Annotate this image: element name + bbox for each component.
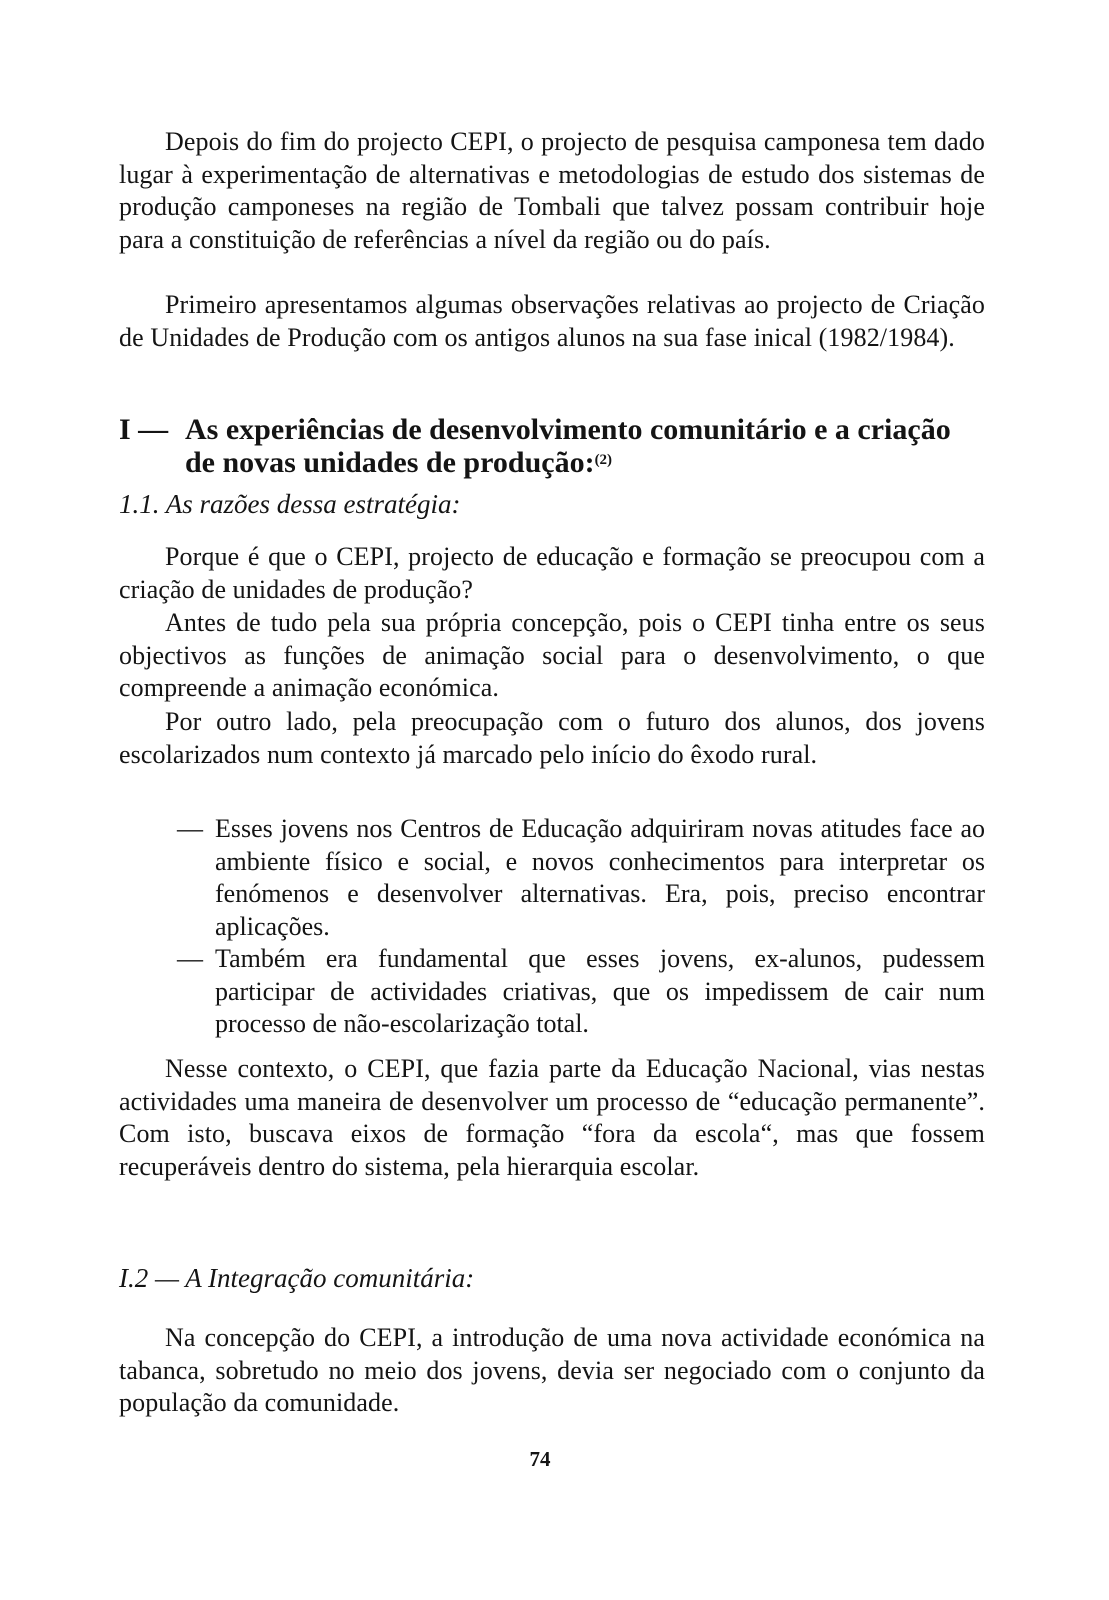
list-item-text: Também era fundamental que esses jovens, ex-alunos, pudessem participar de actividades criativas, que os impedissem de cair num processo de não-escolarização total. [215, 944, 985, 1039]
list-item-text: Esses jovens nos Centros de Educação adquiriram novas atitudes face ao ambiente físico e social, e novos conhecimentos para interpretar os fenómenos e desenvolver alternativas. Era, pois, preciso encontrar aplicações. [215, 814, 985, 941]
question-paragraph: Porque é que o CEPI, projecto de educação e formação se preocupou com a criação de unidades de produção? [119, 542, 985, 604]
list-item [177, 813, 985, 943]
section-title: As experiências de desenvolvimento comunitário e a criação de novas unidades de produção: [185, 413, 951, 479]
footnote-reference: (2) [594, 452, 613, 468]
section-heading [119, 413, 985, 479]
dash-bullet: — [177, 944, 203, 973]
intro-paragraph: Depois do fim do projecto CEPI, o projecto de pesquisa camponesa tem dado lugar à experimentação de alternativas e metodologias de estudo dos sistemas de produção camponeses na região de Tombali que talvez possam contribuir hoje para a constituição de referências a nível da região ou do país. [119, 127, 985, 254]
section-title-wrap [185, 413, 985, 479]
students-future-paragraph: Por outro lado, pela preocupação com o futuro dos alunos, dos jovens escolarizados num contexto já marcado pelo início do êxodo rural. [119, 707, 985, 769]
conception-paragraph: Antes de tudo pela sua própria concepção, pois o CEPI tinha entre os seus objectivos as funções de animação social para o desenvolvimento, o que compreende a animação económica. [119, 608, 985, 703]
subsection-heading-1-1: 1.1. As razões dessa estratégia: [119, 489, 461, 519]
community-paragraph: Na concepção do CEPI, a introdução de uma nova actividade económica na tabanca, sobretudo no meio dos jovens, devia ser negociado com o conjunto da população da comunidade. [119, 1323, 985, 1418]
subsection-heading-1-2: I.2 — A Integração comunitária: [119, 1263, 475, 1293]
context-paragraph: Nesse contexto, o CEPI, que fazia parte da Educação Nacional, vias nestas actividades uma maneira de desenvolver um processo de “educação permanente”. Com isto, buscava eixos de formação “fora da escola“, mas que fossem recuperáveis dentro do sistema, pela hierarquia escolar. [119, 1054, 985, 1181]
page-number: 74 [529, 1447, 551, 1471]
list-item [177, 943, 985, 1041]
section-number: I — [119, 413, 169, 446]
dash-bullet: — [177, 814, 203, 843]
observations-paragraph: Primeiro apresentamos algumas observações relativas ao projecto de Criação de Unidades de Produção com os antigos alunos na sua fase inical (1982/1984). [119, 290, 985, 352]
